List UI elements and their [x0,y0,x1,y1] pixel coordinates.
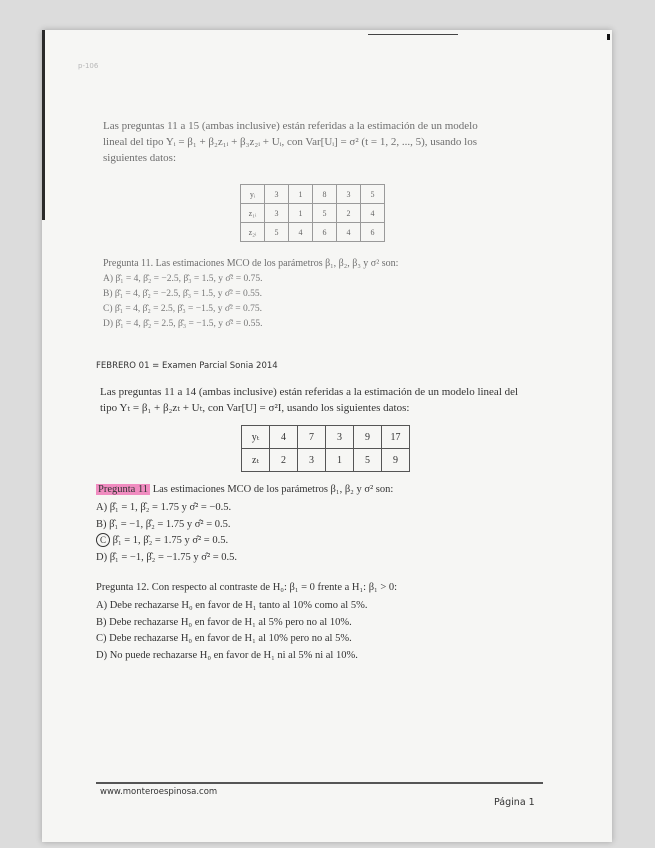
table-cell: yₜ [242,426,270,449]
page-number: Página 1 [494,797,535,808]
question-11-options [96,500,237,566]
option-text: β̂₁ = 1, β̂₂ = 1.75 y σ̂² = 0.5. [112,535,229,546]
block1-question: Pregunta 11. Las estimaciones MCO de los parámetros β₁, β₂, β₃ y σ² son: [103,258,399,269]
question-11 [96,484,393,495]
block1-intro: Las preguntas 11 a 15 (ambas inclusive) están referidas a la estimación de un modelo lineal del tipo Yᵢ = β₁ + β₂z₁ᵢ + β₃z₂ᵢ + Uᵢ, con Var[Uᵢ] = σ² (t = 1, 2, ..., 5), usando los siguientes datos: [103,120,478,164]
table-cell: yᵢ [241,185,265,204]
option-b [96,517,237,534]
page-binding-edge [42,30,45,220]
table-cell: 6 [313,223,337,242]
top-rule [368,34,458,35]
option-c-selected [96,533,237,550]
block2-intro: Las preguntas 11 a 14 (ambas inclusive) están referidas a la estimación de un modelo lineal del tipo Yₜ = β₁ + β₂zₜ + Uₜ, con Var[U] = σ²I, usando los siguientes datos: [100,386,519,414]
table-cell: 5 [361,185,385,204]
option-d [96,550,237,567]
question-11-label-highlight: Pregunta 11 [98,484,149,495]
corner-mark [607,34,610,40]
table-cell: 3 [326,426,354,449]
table-cell: 9 [354,426,382,449]
question-12-options [96,598,367,664]
option-d: D) No puede rechazarse H₀ en favor de H₁ ni al 5% ni al 10%. [96,649,358,661]
table-cell: 4 [361,204,385,223]
option-a: A) β̂₁ = 4, β̂₂ = −2.5, β̂₃ = 1.5, y σ̂² = 0.75. [103,274,263,284]
section-title: FEBRERO 01 = Examen Parcial Sonia 2014 [96,361,278,371]
table-cell: 4 [270,426,298,449]
table-cell: 7 [298,426,326,449]
question-12: Pregunta 12. Con respecto al contraste de H₀: β₁ = 0 frente a H₁: β₁ > 0: [96,582,398,593]
table-cell: 3 [298,449,326,472]
option-a: A) Debe rechazarse H₀ en favor de H₁ tanto al 10% como al 5%. [96,600,368,611]
footer-website: www.monteroespinosa.com [100,787,218,797]
option-text: β̂₁ = −1, β̂₂ = −1.75 y σ̂² = 0.5. [109,551,238,563]
table-cell: 5 [313,204,337,223]
table-cell: z₁ᵢ [241,204,265,223]
table-cell: 2 [337,204,361,223]
table-cell: 3 [265,185,289,204]
option-b: B) β̂₁ = 4, β̂₂ = −2.5, β̂₃ = 1.5, y σ̂² = 0.55. [103,289,262,299]
table-cell: 1 [289,204,313,223]
table-cell: 1 [326,449,354,472]
table-cell: 4 [337,223,361,242]
option-text: β̂₁ = 1, β̂₂ = 1.75 y σ̂² = −0.5. [109,502,232,513]
table-row [242,449,410,472]
block1-options [103,272,262,332]
option-text: β̂₁ = −1, β̂₂ = 1.75 y σ̂² = 0.5. [109,518,231,530]
table-cell: 5 [265,223,289,242]
table-row [242,426,410,449]
option-d: D) β̂₁ = 4, β̂₂ = 2.5, β̂₃ = −1.5, y σ̂² = 0.55. [103,319,263,329]
table-cell: 3 [265,204,289,223]
table-cell: 4 [289,223,313,242]
table-cell: 6 [361,223,385,242]
option-label: B) [96,518,107,530]
table-row [241,223,385,242]
option-c: C) β̂₁ = 4, β̂₂ = 2.5, β̂₃ = −1.5, y σ̂² = 0.75. [103,304,262,314]
table-row [241,185,385,204]
footer-rule [96,782,543,784]
question-11-text: Las estimaciones MCO de los parámetros β₁, β₂ y σ² son: [150,484,394,495]
table-cell: zₜ [242,449,270,472]
table-cell: 1 [289,185,313,204]
table-cell: 3 [337,185,361,204]
table-row [241,204,385,223]
table-cell: 17 [382,426,410,449]
option-b: B) Debe rechazarse H₀ en favor de H₁ al 5% pero no al 10%. [96,616,352,628]
option-a [96,500,237,517]
table-cell: z₂ᵢ [241,223,265,242]
table-cell: 5 [354,449,382,472]
option-label: D) [96,551,108,563]
option-c: C) Debe rechazarse H₀ en favor de H₁ al 10% pero no al 5%. [96,633,352,644]
table-cell: 9 [382,449,410,472]
circled-answer-mark: C [96,533,110,547]
header-mark: p-106 [78,62,99,70]
table-cell: 8 [313,185,337,204]
block1-data-table [240,184,385,242]
table-cell: 2 [270,449,298,472]
block2-data-table [241,425,410,472]
option-label: A) [96,502,108,513]
